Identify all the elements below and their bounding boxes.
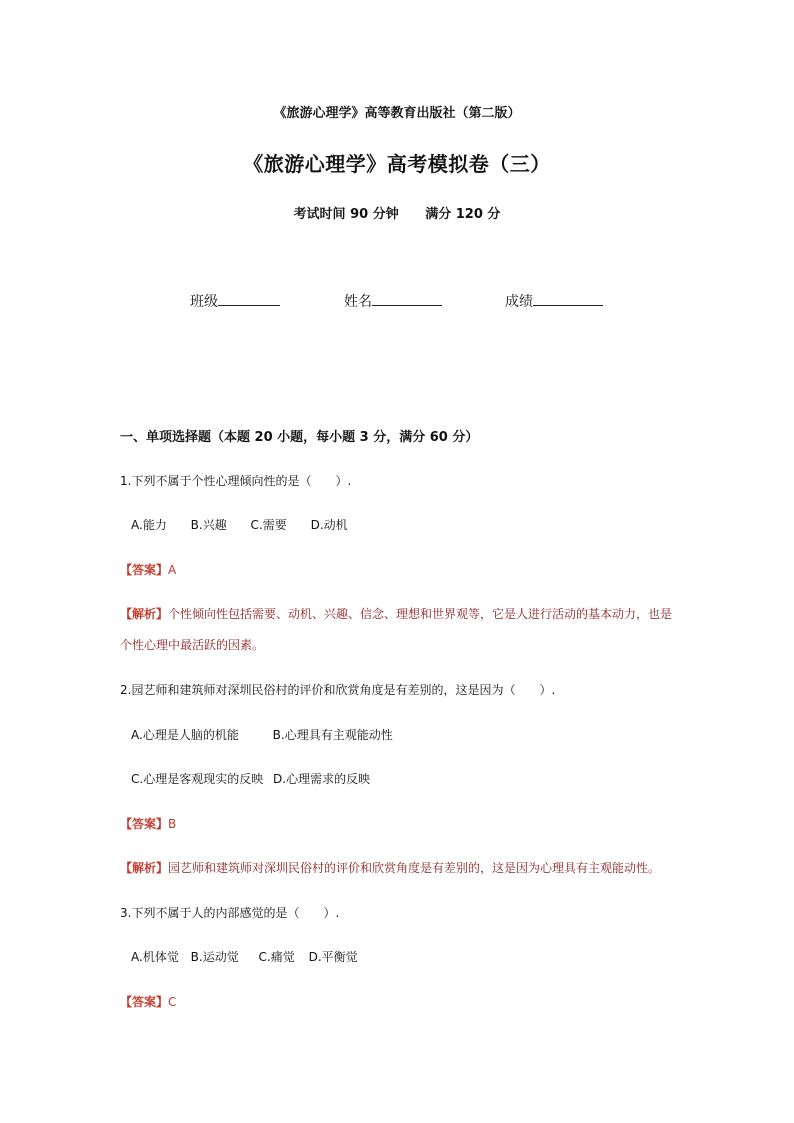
option-c[interactable]: C.需要	[250, 518, 287, 532]
question-1-analysis-line-1	[120, 605, 672, 622]
option-c[interactable]: C.心理是客观现实的反映	[131, 772, 264, 786]
question-2-analysis	[120, 859, 660, 876]
option-d[interactable]: D.心理需求的反映	[273, 772, 371, 786]
answer-label: 【答案】	[120, 563, 169, 577]
class-underline[interactable]	[218, 290, 280, 306]
exam-time: 考试时间 90 分钟	[293, 207, 399, 222]
answer-label: 【答案】	[120, 817, 169, 831]
question-2-answer	[120, 815, 176, 832]
question-1-stem: 1.下列不属于个性心理倾向性的是（ ）.	[120, 474, 352, 488]
exam-title: 《旅游心理学》高考模拟卷（三）	[243, 152, 551, 176]
option-b[interactable]: B.心理具有主观能动性	[272, 728, 393, 742]
question-1-answer	[120, 561, 176, 578]
question-3-answer	[120, 993, 176, 1010]
question-2-options-row-2	[131, 770, 370, 787]
option-c[interactable]: C.痛觉	[258, 950, 295, 964]
question-2-stem: 2.园艺师和建筑师对深圳民俗村的评价和欣赏角度是有差别的，这是因为（ ）.	[120, 683, 556, 697]
option-a[interactable]: A.心理是人脑的机能	[131, 728, 239, 742]
answer-value: B	[168, 817, 177, 831]
question-3-options	[131, 948, 358, 965]
question-1-options	[131, 516, 348, 533]
name-underline[interactable]	[372, 290, 442, 306]
answer-label: 【答案】	[120, 995, 169, 1009]
option-d[interactable]: D.平衡觉	[308, 950, 358, 964]
analysis-text: 个性倾向性包括需要、动机、兴趣、信念、理想和世界观等，它是人进行活动的基本动力，也是	[168, 607, 673, 621]
answer-value: C	[168, 995, 177, 1009]
question-2-options-row-1	[131, 726, 393, 743]
class-field[interactable]	[190, 290, 280, 311]
option-a[interactable]: A.机体觉	[131, 950, 179, 964]
question-1-analysis-line-2: 个性心理中最活跃的因素。	[120, 638, 265, 652]
exam-info	[0, 203, 794, 222]
option-a[interactable]: A.能力	[131, 518, 167, 532]
analysis-label: 【解析】	[120, 607, 169, 621]
section-heading: 一、单项选择题（本题 20 小题，每小题 3 分，满分 60 分）	[120, 430, 479, 445]
exam-score: 满分 120 分	[425, 207, 501, 222]
class-label: 班级	[190, 294, 218, 310]
answer-value: A	[168, 563, 177, 577]
grade-label: 成绩	[505, 294, 533, 310]
analysis-text: 园艺师和建筑师对深圳民俗村的评价和欣赏角度是有差别的，这是因为心理具有主观能动性。	[168, 861, 661, 875]
name-label: 姓名	[344, 294, 372, 310]
option-d[interactable]: D.动机	[310, 518, 348, 532]
grade-field[interactable]	[505, 290, 603, 311]
option-b[interactable]: B.运动觉	[190, 950, 239, 964]
option-b[interactable]: B.兴趣	[190, 518, 227, 532]
question-3-stem: 3.下列不属于人的内部感觉的是（ ）.	[120, 906, 340, 920]
publisher-line: 《旅游心理学》高等教育出版社（第二版）	[273, 106, 521, 121]
analysis-label: 【解析】	[120, 861, 169, 875]
grade-underline[interactable]	[533, 290, 603, 306]
name-field[interactable]	[344, 290, 442, 311]
